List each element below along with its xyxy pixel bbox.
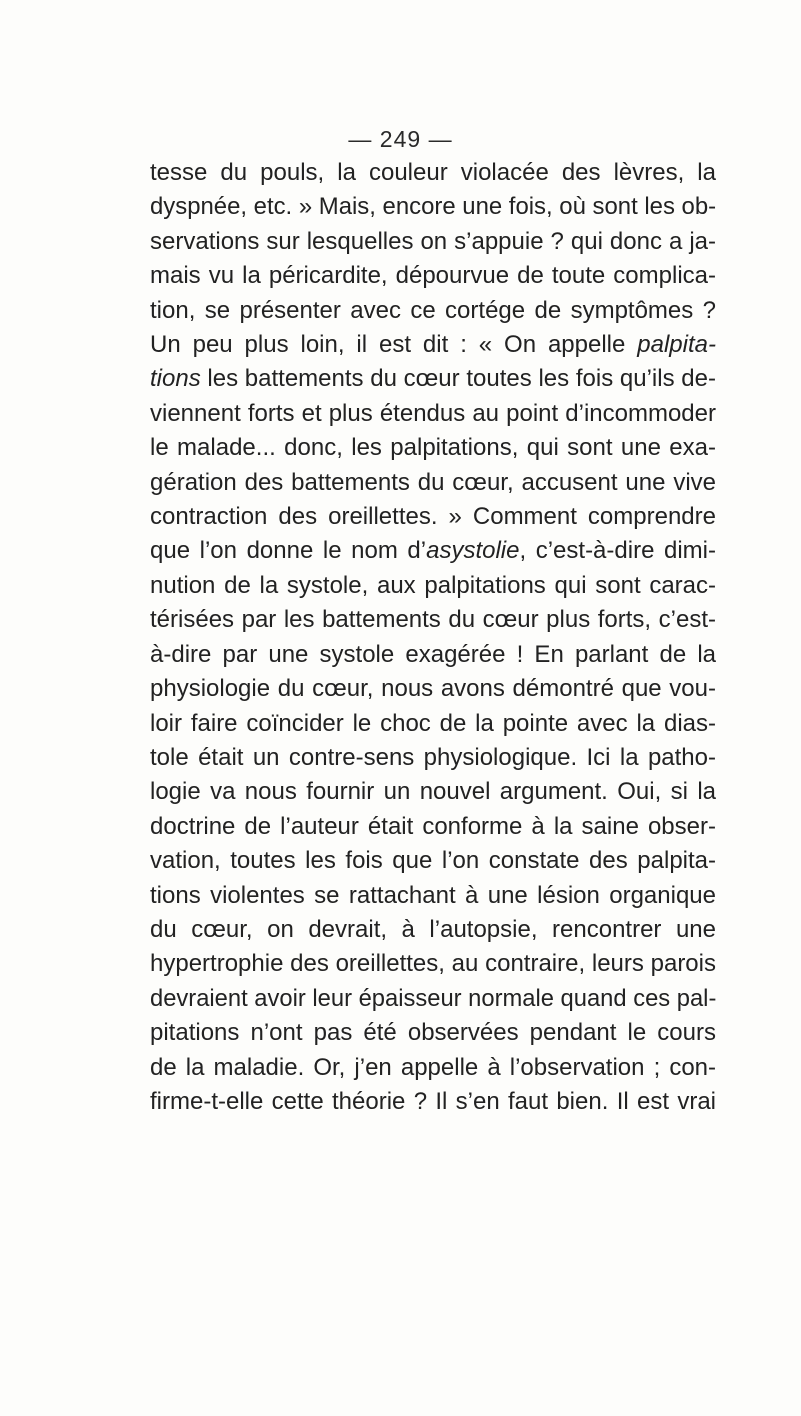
text-line-17: loir faire coïncider le choc de la pointe avec la dias-: [150, 709, 716, 737]
text-line-1: tesse du pouls, la couleur violacée des lèvres, la: [150, 159, 716, 186]
text-line-4: mais vu la péricardite, dépourvue de toute complica-: [150, 262, 716, 290]
italic-term-asystolie: asystolie: [426, 537, 520, 565]
body-text: [150, 156, 716, 1119]
text-line-8: viennent forts et plus étendus au point d’incommoder: [150, 399, 716, 427]
text-line-24: hypertrophie des oreillettes, au contraire, leurs parois: [150, 950, 716, 978]
text-line-21: vation, toutes les fois que l’on constate des palpita-: [150, 847, 716, 875]
text-line-13: nution de la systole, aux palpitations qui sont carac-: [150, 571, 716, 599]
text-line-9: le malade... donc, les palpitations, qui sont une exa-: [150, 434, 716, 462]
text-line-25: devraient avoir leur épaisseur normale quand ces pal-: [150, 984, 717, 1012]
text-line-14: térisées par les battements du cœur plus forts, c’est-: [150, 606, 716, 634]
text-line-10: gération des battements du cœur, accusent une vive: [150, 468, 716, 496]
text-line-27: de la maladie. Or, j’en appelle à l’observation ; con-: [150, 1053, 716, 1081]
text-line-26: pitations n’ont pas été observées pendant le cours: [150, 1019, 716, 1047]
text-line-6: Un peu plus loin, il est dit : « On appelle palpita-: [150, 331, 716, 359]
text-line-11: contraction des oreillettes. » Comment comprendre: [150, 503, 716, 531]
text-line-2: dyspnée, etc. » Mais, encore une fois, où sont les ob-: [150, 193, 717, 221]
text-line-19: logie va nous fournir un nouvel argument. Oui, si la: [150, 778, 716, 806]
text-line-16: physiologie du cœur, nous avons démontré que vou-: [150, 675, 716, 703]
text-line-15: à-dire par une systole exagérée ! En parlant de la: [150, 640, 716, 668]
text-line-20: doctrine de l’auteur était conforme à la saine obser-: [150, 812, 716, 840]
text-line-3: servations sur lesquelles on s’appuie ? qui donc a ja-: [150, 227, 716, 255]
text-line-18: tole était un contre-sens physiologique. Ici la patho-: [150, 743, 716, 771]
italic-term-palpitations: palpita-: [637, 331, 716, 359]
page-number: — 249 —: [348, 126, 453, 152]
text-line-7: tions les battements du cœur toutes les fois qu’ils de-: [150, 365, 716, 393]
text-line-5: tion, se présenter avec ce cortége de symptômes ?: [150, 296, 716, 324]
text-line-28: firme-t-elle cette théorie ? Il s’en faut bien. Il est vrai: [150, 1087, 716, 1115]
text-line-12: que l’on donne le nom d’asystolie, c’est-à-dire dimi-: [150, 537, 716, 565]
italic-term-palpitations-cont: tions: [150, 365, 201, 393]
text-line-22: tions violentes se rattachant à une lésion organique: [150, 881, 716, 909]
text-line-23: du cœur, on devrait, à l’autopsie, rencontrer une: [150, 915, 716, 943]
